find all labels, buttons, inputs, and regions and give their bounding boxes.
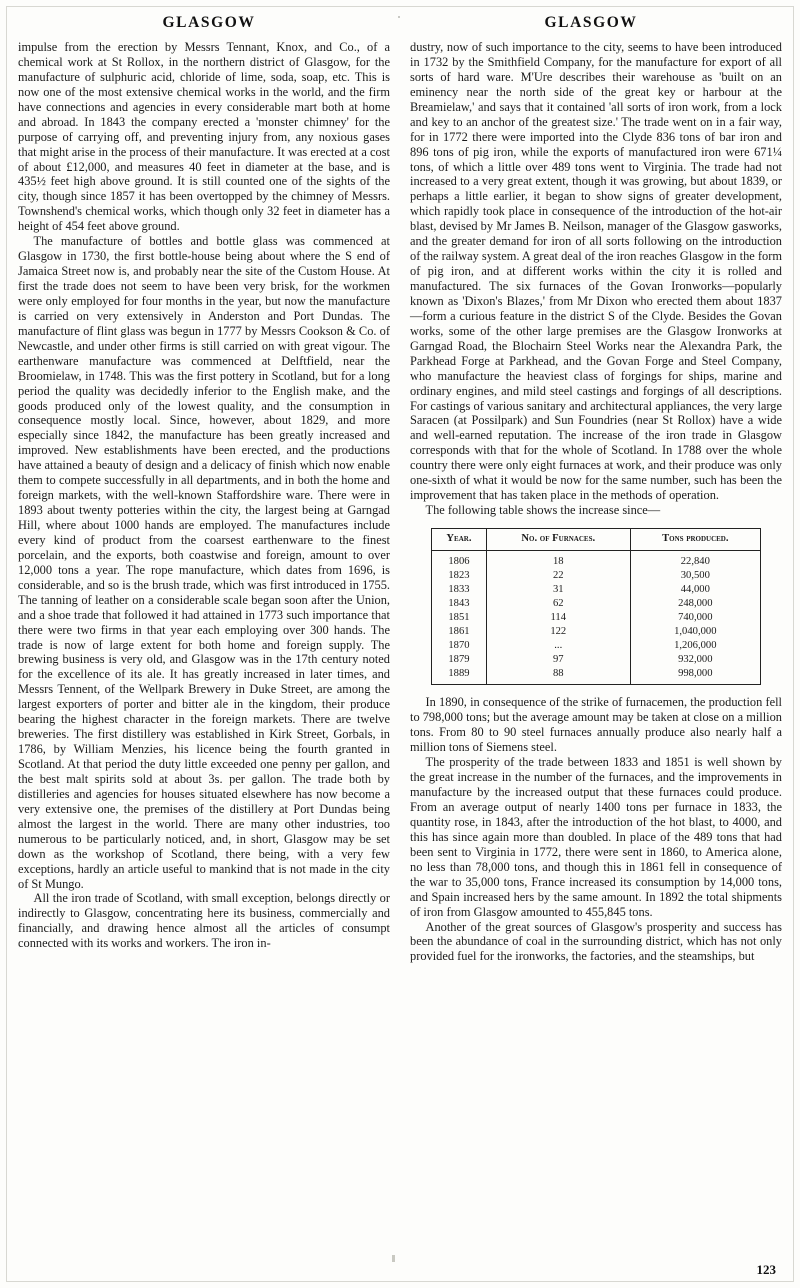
header-title-right: GLASGOW xyxy=(544,14,638,31)
column-header-furnaces: No. of Furnaces. xyxy=(486,529,630,551)
cell-furnaces: 114 xyxy=(486,611,630,625)
column-header-tons: Tons produced. xyxy=(630,529,760,551)
cell-furnaces: 22 xyxy=(486,569,630,583)
table-row xyxy=(432,639,761,653)
table-row xyxy=(432,569,761,583)
column-header-year: Year. xyxy=(432,529,487,551)
cell-tons: 1,040,000 xyxy=(674,625,717,637)
cell-tons: 1,206,000 xyxy=(674,639,717,651)
cell-tons: 30,500 xyxy=(680,569,710,581)
cell-furnaces: ... xyxy=(486,639,630,653)
cell-year: 1889 xyxy=(432,667,487,685)
paragraph: The manufacture of bottles and bottle glass was commenced at Glasgow in 1730, the first bottle-house being about where the S end of Jamaica Street now is, and probably near the site of the Custom House. At first the trade does not seem to have been very brisk, for the workmen were only employed for four months in the year, but now the manufacture is carried on very extensively in Anderston and Port Dundas. The manufacture of flint glass was begun in 1777 by Messrs Cookson & Co. of Newcastle, and under other firms is still carried on with great vigour. The earthenware manufacture was commenced at Delftfield, near the Broomielaw, in 1748. This was the first pottery in Scotland, but for a long period the quality was decidedly inferior to the English make, and the goods produced only of the lowest quality, and the consumption in consequence mostly local. Since, however, about 1829, and more especially since 1842, the manufacture has been greatly increased and improved. New establishments have been erected, and the productions have attained a beauty of design and a delicacy of finish which now enable them to compete successfully in all departments, and in both the home and foreign markets, with the well-known Staffordshire ware. There were in 1893 about twenty potteries within the city, the largest being at Garngad Hill, where about 1000 hands are employed. The manufactures include every kind of product from the coarsest earthenware to the finest porcelain, and the exports, both coastwise and foreign, amount to over 12,000 tons a year. The rope manufacture, which dates from 1696, is considerable, and so is the brush trade, which was first introduced in 1755. The tanning of leather on a considerable scale began soon after the Union, and a shoe trade that followed it had attained in 1773 such importance that there were two firms in that year each employing over 300 hands. The trade is now of large extent for both home and foreign supply. The brewing business is very old, and Glasgow was in the 17th century noted for the excellence of its ale. It has greatly increased in later times, and Messrs Tennent, of the Wellpark Brewery in Duke Street, are among the largest exporters of porter and bitter ale in the kingdom, their produce bearing the highest character in the foreign markets. There are twelve breweries. The first distillery was established in Kirk Street, Gorbals, in 1786, by William Menzies, his licence being the fourth granted in Scotland. At that period the duty little exceeded one penny per gallon, and the best malt spirits sold at about 3s. per gallon. The trade both by distilleries and agencies for houses situated elsewhere has now become a very extensive one, the premises of the distillery at Port Dundas being almost the largest in the world. There are many other industries, too numerous to be particularly noticed, and, in short, Glasgow may be set down as the workshop of Scotland, there being, with a very few exceptions, hardly an article useful to mankind that is not made in the city of St Mungo. xyxy=(18,234,390,891)
cell-tons: 248,000 xyxy=(678,597,713,609)
table-row xyxy=(432,611,761,625)
table-row xyxy=(432,597,761,611)
paragraph: The prosperity of the trade between 1833 and 1851 is well shown by the great increase in the number of the furnaces, and the improvements in manufacture by the increased output that these furnaces could produce. From an average output of nearly 1400 tons per furnace in 1833, the quantity rose, in 1843, after the introduction of the hot blast, to 4000, and this has since again more than doubled. In place of the 489 tons that had been sent to Virginia in 1772, there were sent in 1860, to America alone, no less than 78,000 tons, and though this in 1861 fell in consequence of the war to 35,000 tons, France increased its consumption by 14,000 tons, and Spain increased hers by the same amount. In 1892 the total shipments of iron from Glasgow amounted to 455,845 tons. xyxy=(410,755,782,919)
page-number: 123 xyxy=(756,1262,776,1277)
table-row xyxy=(432,625,761,639)
paragraph: impulse from the erection by Messrs Tennant, Knox, and Co., of a chemical work at St Rollox, in the northern district of Glasgow, for the manufacture of sulphuric acid, chloride of lime, soda, soap, etc. This is now one of the most extensive chemical works in the world, and the firm have connections and agencies in every considerable mart both at home and abroad. In 1843 the company erected a 'monster chimney' for the purpose of carrying off, and preventing injury from, any noxious gases that might arise in the process of their manufacture. It was erected at a cost of about £12,000, and measures 40 feet in diameter at the base, and is 435½ feet high above ground. It is still counted one of the sights of the city, though since 1857 it has been overtopped by the chimney of Messrs. Townshend's chemical works, which though only 32 feet in diameter has a height of 454 feet above ground. xyxy=(18,40,390,234)
table-row xyxy=(432,667,761,685)
cell-tons: 932,000 xyxy=(678,653,713,665)
table-header-row xyxy=(432,529,761,551)
cell-year: 1879 xyxy=(432,653,487,667)
cell-furnaces: 31 xyxy=(486,583,630,597)
cell-year: 1843 xyxy=(432,597,487,611)
scan-artifact-dot xyxy=(398,16,400,18)
table-row xyxy=(432,583,761,597)
cell-tons: 44,000 xyxy=(680,583,710,595)
cell-year: 1823 xyxy=(432,569,487,583)
cell-year: 1833 xyxy=(432,583,487,597)
cell-furnaces: 97 xyxy=(486,653,630,667)
cell-furnaces: 18 xyxy=(486,550,630,568)
two-column-body xyxy=(18,40,782,964)
right-column xyxy=(410,40,782,964)
cell-furnaces: 122 xyxy=(486,625,630,639)
paragraph: The following table shows the increase since— xyxy=(425,503,661,518)
paragraph: All the iron trade of Scotland, with small exception, belongs directly or indirectly to Glasgow, concentrating here its business, commercially and financially, and drawing hence almost all the articles of consumpt connected with its works and workers. The iron in- xyxy=(18,891,390,951)
cell-furnaces: 62 xyxy=(486,597,630,611)
cell-furnaces: 88 xyxy=(486,667,630,685)
cell-tons: 22,840 xyxy=(680,555,710,567)
cell-year: 1851 xyxy=(432,611,487,625)
paragraph: dustry, now of such importance to the city, seems to have been introduced in 1732 by the Smithfield Company, for the manufacture for export of all sorts of hard ware. M'Ure describes their warehouse as 'built on an eminency near the north side of the great key or harbour at the Breamielaw,' and says that it contained 'all sorts of iron work, from a lock and key to an anchor of the greatest size.' The trade went on in a fair way, for in 1772 there were imported into the Clyde 836 tons of bar iron and 896 tons of pig iron, while the exports of manufactured iron were 671¼ tons, of which a little over 489 tons went to Virginia. The trade had not increased to a very great extent, though it was growing, but about 1839, or perhaps a little earlier, it began to show signs of greater development, which rapidly took place in consequence of the introduction of the hot-air blast, devised by Mr James B. Neilson, manager of the Glasgow gasworks, and the greater demand for iron of all sorts following on the introduction of the railway system. A great deal of the iron reaches Glasgow in the form of pig iron, and at different works within the city it is rolled and manufactured. The six furnaces of the Govan Ironworks—popularly known as 'Dixon's Blazes,' from Mr Dixon who erected them about 1837—form a curious feature in the district S of the Clyde. Besides the Govan works, some of the other large premises are the Glasgow Ironworks at Garngad Road, the Blochairn Steel Works near the Alexandra Park, the Parkhead Forge at Parkhead, and the Govan Forge and Steel Company, who manufacture the heaviest class of forgings for ships, marine and ordinary engines, and mild steel castings and forgings of all descriptions. For castings of various sanitary and architectural appliances, the very large Saracen (at Possilpark) and Sun Foundries (near St Rollox) have a wide and well-earned reputation. The increase of the iron trade in Glasgow corresponds with that for the whole of Scotland. In 1788 over the whole country there were only eight furnaces at work, and their produce was only one-sixth of what it would be now for the same number, such has been the improvement that has taken place in the methods of operation. xyxy=(410,40,782,503)
header-title-left: GLASGOW xyxy=(162,14,256,31)
cell-tons: 998,000 xyxy=(678,667,713,679)
scan-artifact-mark xyxy=(392,1255,395,1262)
cell-year: 1870 xyxy=(432,639,487,653)
table-row xyxy=(432,550,761,568)
furnace-statistics-table xyxy=(431,528,761,685)
cell-year: 1806 xyxy=(432,550,487,568)
paragraph: In 1890, in consequence of the strike of furnacemen, the production fell to 798,000 tons; but the average amount may be taken at close on a million tons. From 80 to 90 steel furnaces annually produce also nearly half a million tons of Siemens steel. xyxy=(410,695,782,755)
cell-year: 1861 xyxy=(432,625,487,639)
table-row xyxy=(432,653,761,667)
left-column xyxy=(18,40,390,964)
paragraph: Another of the great sources of Glasgow's prosperity and success has been the abundance of coal in the surrounding district, which has not only provided fuel for the ironworks, the factories, and the steamships, but xyxy=(410,919,782,964)
cell-tons: 740,000 xyxy=(678,611,713,623)
page-header xyxy=(18,14,782,32)
